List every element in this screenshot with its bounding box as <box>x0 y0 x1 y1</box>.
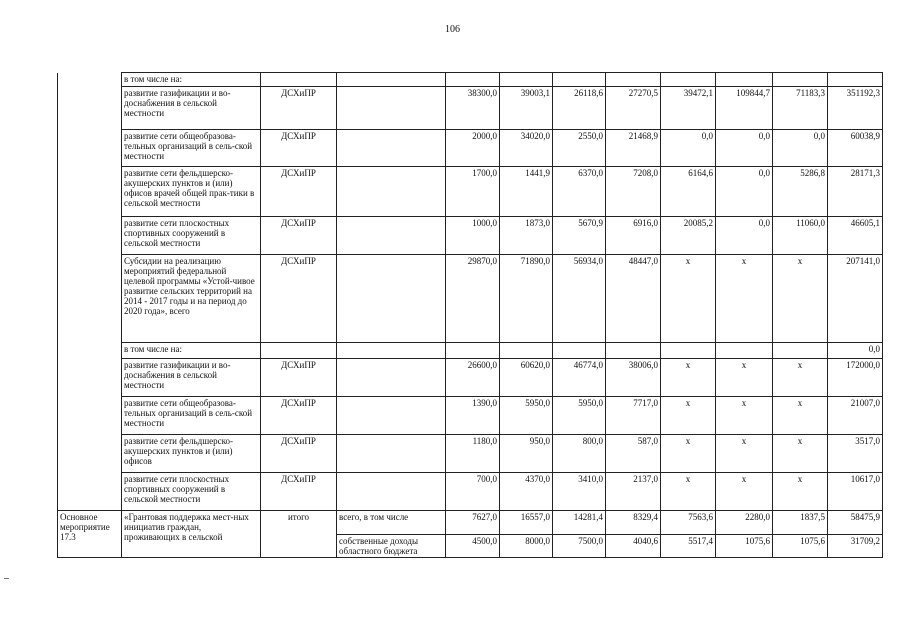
value-2018: х <box>661 359 716 397</box>
page-number: 106 <box>445 24 460 35</box>
value-2020: 5286,8 <box>773 167 828 217</box>
value-2019: 1075,6 <box>716 535 773 558</box>
row-name: развитие газификации и во-доснабжения в сельской местности <box>122 87 261 130</box>
value-2016: 800,0 <box>553 435 606 473</box>
value-2015: 39003,1 <box>500 87 553 130</box>
value-cell <box>661 73 716 87</box>
value-cell <box>446 73 500 87</box>
value-2014: 1180,0 <box>446 435 500 473</box>
value-cell <box>773 73 828 87</box>
value-2020: х <box>773 397 828 435</box>
value-2015: 950,0 <box>500 435 553 473</box>
value-2016: 7500,0 <box>553 535 606 558</box>
table-row <box>58 167 883 217</box>
row-source <box>337 473 446 511</box>
row-name: развитие сети фельдшерско-акушерских пунктов и (или) офисов <box>122 435 261 473</box>
row-source <box>337 343 446 359</box>
measure-executor: итого <box>261 511 337 558</box>
table-row <box>58 511 883 535</box>
row-source <box>337 435 446 473</box>
row-source <box>337 255 446 343</box>
value-2014: 29870,0 <box>446 255 500 343</box>
table-row <box>58 217 883 255</box>
value-2020: х <box>773 359 828 397</box>
value-2019: х <box>716 397 773 435</box>
value-2016: 26118,6 <box>553 87 606 130</box>
row-source <box>337 73 446 87</box>
value-2014: 26600,0 <box>446 359 500 397</box>
value-2018: х <box>661 255 716 343</box>
value-cell <box>553 343 606 359</box>
value-total: 3517,0 <box>828 435 883 473</box>
value-2015: 8000,0 <box>500 535 553 558</box>
value-2016: 14281,4 <box>553 511 606 535</box>
value-cell <box>716 73 773 87</box>
table-row <box>58 73 883 87</box>
value-total: 207141,0 <box>828 255 883 343</box>
value-total: 28171,3 <box>828 167 883 217</box>
row-source <box>337 87 446 130</box>
value-2018: 6164,6 <box>661 167 716 217</box>
table-row <box>58 397 883 435</box>
value-2017: 21468,9 <box>606 130 661 167</box>
value-2015: 4370,0 <box>500 473 553 511</box>
row-executor <box>261 73 337 87</box>
value-2017: 7208,0 <box>606 167 661 217</box>
value-cell <box>661 343 716 359</box>
table-row <box>58 343 883 359</box>
value-cell <box>828 73 883 87</box>
row-name: развитие сети общеобразова-тельных организаций в сель-ской местности <box>122 130 261 167</box>
value-2014: 700,0 <box>446 473 500 511</box>
value-2017: 27270,5 <box>606 87 661 130</box>
row-source: всего, в том числе <box>337 511 446 535</box>
value-2016: 56934,0 <box>553 255 606 343</box>
budget-table <box>57 72 883 558</box>
value-2014: 4500,0 <box>446 535 500 558</box>
value-total: 172000,0 <box>828 359 883 397</box>
row-executor <box>261 343 337 359</box>
value-cell <box>773 343 828 359</box>
table-row <box>58 473 883 511</box>
value-2015: 1441,9 <box>500 167 553 217</box>
value-2018: 20085,2 <box>661 217 716 255</box>
value-2016: 3410,0 <box>553 473 606 511</box>
row-executor: ДСХиПР <box>261 359 337 397</box>
value-2018: х <box>661 435 716 473</box>
value-2015: 34020,0 <box>500 130 553 167</box>
row-executor: ДСХиПР <box>261 397 337 435</box>
value-cell <box>500 73 553 87</box>
row-name: Субсидии на реализацию мероприятий федеральной целевой программы «Устой-чивое развитие сельских территорий на 2014 - 2017 годы и на период до 2020 года», всего <box>122 255 261 343</box>
value-cell <box>446 343 500 359</box>
value-2017: 7717,0 <box>606 397 661 435</box>
value-2018: х <box>661 473 716 511</box>
row-source <box>337 359 446 397</box>
measure-name-text: «Грантовая поддержка мест-ных инициатив граждан, проживающих в сельской <box>124 512 249 542</box>
row-name: развитие сети фельдшерско-акушерских пунктов и (или) офисов врачей общей прак-тики в сельской местности <box>122 167 261 217</box>
row-executor: ДСХиПР <box>261 87 337 130</box>
value-cell <box>716 343 773 359</box>
value-2017: 38006,0 <box>606 359 661 397</box>
value-2020: х <box>773 473 828 511</box>
value-2019: х <box>716 359 773 397</box>
value-2018: 0,0 <box>661 130 716 167</box>
row-executor: ДСХиПР <box>261 130 337 167</box>
row-name: развитие сети плоскостных спортивных сооружений в сельской местности <box>122 473 261 511</box>
value-2016: 5950,0 <box>553 397 606 435</box>
value-2015: 1873,0 <box>500 217 553 255</box>
value-2020: 11060,0 <box>773 217 828 255</box>
row-source <box>337 217 446 255</box>
row-source <box>337 397 446 435</box>
value-total: 21007,0 <box>828 397 883 435</box>
value-2018: 7563,6 <box>661 511 716 535</box>
value-2017: 4040,6 <box>606 535 661 558</box>
measure-column-cell <box>58 73 122 511</box>
value-total: 46605,1 <box>828 217 883 255</box>
value-2014: 1700,0 <box>446 167 500 217</box>
value-2020: 1075,6 <box>773 535 828 558</box>
value-2019: 0,0 <box>716 130 773 167</box>
value-2016: 6370,0 <box>553 167 606 217</box>
row-name: развитие сети плоскостных спортивных сооружений в сельской местности <box>122 217 261 255</box>
value-2015: 16557,0 <box>500 511 553 535</box>
row-source: собственные доходы областного бюджета <box>337 535 446 558</box>
value-2020: х <box>773 435 828 473</box>
value-2020: х <box>773 255 828 343</box>
value-total: 31709,2 <box>828 535 883 558</box>
value-2018: 39472,1 <box>661 87 716 130</box>
value-cell <box>606 73 661 87</box>
value-2015: 60620,0 <box>500 359 553 397</box>
value-2017: 6916,0 <box>606 217 661 255</box>
table-row <box>58 255 883 343</box>
row-executor: ДСХиПР <box>261 217 337 255</box>
value-2017: 587,0 <box>606 435 661 473</box>
value-2019: 109844,7 <box>716 87 773 130</box>
value-2019: х <box>716 435 773 473</box>
value-2017: 2137,0 <box>606 473 661 511</box>
value-cell <box>553 73 606 87</box>
row-executor: ДСХиПР <box>261 255 337 343</box>
table-row <box>58 359 883 397</box>
value-total: 0,0 <box>828 343 883 359</box>
value-2014: 1000,0 <box>446 217 500 255</box>
value-2020: 71183,3 <box>773 87 828 130</box>
value-2019: 2280,0 <box>716 511 773 535</box>
value-total: 351192,3 <box>828 87 883 130</box>
value-cell <box>606 343 661 359</box>
measure-code: Основное мероприятие 17.3 <box>58 511 122 558</box>
value-2014: 2000,0 <box>446 130 500 167</box>
row-source <box>337 167 446 217</box>
value-cell <box>500 343 553 359</box>
value-2019: 0,0 <box>716 217 773 255</box>
value-2014: 38300,0 <box>446 87 500 130</box>
value-total: 58475,9 <box>828 511 883 535</box>
value-2016: 46774,0 <box>553 359 606 397</box>
table-row <box>58 435 883 473</box>
value-2019: х <box>716 473 773 511</box>
value-2015: 5950,0 <box>500 397 553 435</box>
value-2019: х <box>716 255 773 343</box>
value-2014: 1390,0 <box>446 397 500 435</box>
value-2017: 48447,0 <box>606 255 661 343</box>
row-name: в том числе на: <box>122 343 261 359</box>
value-2018: 5517,4 <box>661 535 716 558</box>
row-name: развитие сети общеобразова-тельных организаций в сель-ской местности <box>122 397 261 435</box>
value-total: 10617,0 <box>828 473 883 511</box>
row-executor: ДСХиПР <box>261 435 337 473</box>
row-executor: ДСХиПР <box>261 167 337 217</box>
row-source <box>337 130 446 167</box>
value-2016: 2550,0 <box>553 130 606 167</box>
value-2016: 5670,9 <box>553 217 606 255</box>
value-2018: х <box>661 397 716 435</box>
value-total: 60038,9 <box>828 130 883 167</box>
value-2019: 0,0 <box>716 167 773 217</box>
value-2020: 0,0 <box>773 130 828 167</box>
table-row <box>58 87 883 130</box>
row-executor: ДСХиПР <box>261 473 337 511</box>
row-name: развитие газификации и во-доснабжения в сельской местности <box>122 359 261 397</box>
row-name: в том числе на: <box>122 73 261 87</box>
measure-name <box>122 511 261 558</box>
value-2014: 7627,0 <box>446 511 500 535</box>
value-2020: 1837,5 <box>773 511 828 535</box>
margin-mark <box>4 578 9 579</box>
table-row <box>58 130 883 167</box>
value-2015: 71890,0 <box>500 255 553 343</box>
value-2017: 8329,4 <box>606 511 661 535</box>
